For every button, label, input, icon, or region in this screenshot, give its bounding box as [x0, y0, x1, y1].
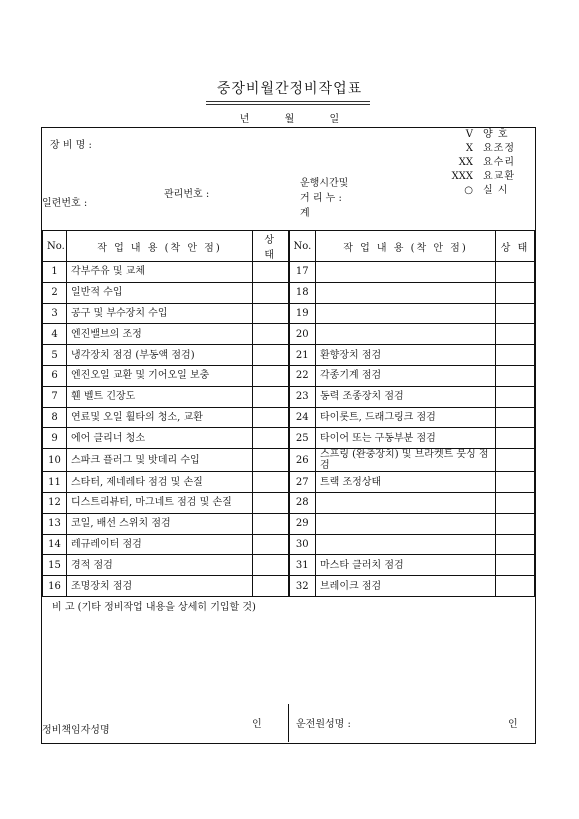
row-status-cell[interactable] [496, 262, 535, 283]
legend-label: 요수리 [483, 157, 515, 168]
table-row [43, 324, 535, 345]
row-no: 2 [43, 282, 67, 303]
row-task: 스파크 플러그 및 밧데리 수입 [67, 449, 253, 472]
table-row [43, 262, 535, 283]
row-task [316, 492, 496, 513]
row-task: 타이롯트, 드래그링크 점검 [316, 407, 496, 428]
row-no: 27 [289, 472, 316, 493]
row-task [316, 534, 496, 555]
table-row [43, 449, 535, 472]
table-row [43, 365, 535, 386]
signature-divider [288, 704, 289, 742]
row-task: 각종기계 점검 [316, 365, 496, 386]
row-task: 마스타 클러치 점검 [316, 555, 496, 576]
row-status-cell[interactable] [253, 365, 289, 386]
row-task [316, 262, 496, 283]
row-task: 엔진오일 교환 및 기어오일 보충 [67, 365, 253, 386]
row-no: 15 [43, 555, 67, 576]
row-no: 7 [43, 386, 67, 407]
legend-item [439, 128, 543, 142]
maintenance-lead-label: 정비책임자성명 [42, 725, 110, 736]
row-no: 1 [43, 262, 67, 283]
row-no: 17 [289, 262, 316, 283]
row-status-cell[interactable] [496, 472, 535, 493]
row-no: 30 [289, 534, 316, 555]
date-line [0, 110, 579, 125]
col-content-right: 작 업 내 용 (착 안 점) [316, 231, 496, 262]
row-no: 32 [289, 576, 316, 597]
row-no: 9 [43, 428, 67, 449]
row-no: 11 [43, 472, 67, 493]
serial-no-label: 일련번호 : [42, 198, 88, 209]
date-year: 년 [239, 114, 250, 125]
row-status-cell[interactable] [496, 345, 535, 366]
row-task [316, 513, 496, 534]
form-frame [41, 127, 536, 744]
row-task: 동력 조종장치 점검 [316, 386, 496, 407]
row-task: 트랙 조정상태 [316, 472, 496, 493]
row-no: 23 [289, 386, 316, 407]
row-status-cell[interactable] [496, 428, 535, 449]
row-status-cell[interactable] [253, 407, 289, 428]
row-status-cell[interactable] [496, 513, 535, 534]
legend-label: 요교환 [483, 171, 515, 182]
table-row [43, 428, 535, 449]
op-time-label-1: 운행시간및 [300, 178, 349, 189]
row-task [316, 282, 496, 303]
table-row [43, 303, 535, 324]
row-no: 20 [289, 324, 316, 345]
row-no: 24 [289, 407, 316, 428]
legend-symbol: X [465, 143, 473, 154]
legend-item [439, 170, 543, 184]
op-time-label-3: 계 [300, 208, 310, 219]
row-task: 휀 벨트 긴장도 [67, 386, 253, 407]
row-task: 경적 점검 [67, 555, 253, 576]
row-status-cell[interactable] [253, 513, 289, 534]
row-status-cell[interactable] [496, 407, 535, 428]
legend-label: 요조정 [483, 143, 515, 154]
row-no: 21 [289, 345, 316, 366]
row-task: 에어 클리너 청소 [67, 428, 253, 449]
row-task: 공구 및 부수장치 수입 [67, 303, 253, 324]
row-task: 브레이크 점검 [316, 576, 496, 597]
table-row [43, 492, 535, 513]
col-content-left: 작 업 내 용 (착 안 점) [67, 231, 253, 262]
row-task: 엔진밸브의 조정 [67, 324, 253, 345]
form-header [42, 128, 534, 230]
row-no: 29 [289, 513, 316, 534]
row-no: 8 [43, 407, 67, 428]
row-status-cell[interactable] [496, 365, 535, 386]
table-row [43, 386, 535, 407]
row-no: 31 [289, 555, 316, 576]
row-task: 조명장치 점검 [67, 576, 253, 597]
row-status-cell[interactable] [496, 449, 535, 472]
row-task: 레규레이터 점검 [67, 534, 253, 555]
row-status-cell[interactable] [253, 386, 289, 407]
row-task: 냉각장치 점검 (부동액 점검) [67, 345, 253, 366]
row-no: 4 [43, 324, 67, 345]
legend-item [439, 184, 543, 198]
table-row [43, 555, 535, 576]
remarks-label: 비 고 (기타 정비작업 내용을 상세히 기입할 것) [52, 602, 256, 613]
table-row [43, 513, 535, 534]
row-status-cell[interactable] [496, 282, 535, 303]
remarks-section [42, 594, 534, 742]
row-no: 16 [43, 576, 67, 597]
row-task: 스타터, 제네레타 점검 및 손질 [67, 472, 253, 493]
seal-right: 인 [508, 719, 518, 730]
driver-name-label: 운전원성명 : [296, 719, 351, 730]
legend-label: 양 호 [483, 129, 509, 140]
row-no: 3 [43, 303, 67, 324]
row-status-cell[interactable] [253, 449, 289, 472]
equipment-name-label: 장 비 명 : [50, 140, 92, 151]
row-no: 28 [289, 492, 316, 513]
legend-symbol: XX [458, 157, 473, 168]
legend-symbol: XXX [451, 171, 473, 182]
status-legend [439, 128, 543, 198]
row-status-cell[interactable] [253, 262, 289, 283]
row-no: 26 [289, 449, 316, 472]
row-task: 코일, 배선 스위치 점검 [67, 513, 253, 534]
col-status-right: 상 태 [496, 231, 535, 262]
row-status-cell[interactable] [253, 345, 289, 366]
row-status-cell[interactable] [496, 386, 535, 407]
row-task: 디스트리뷰터, 마그네트 점검 및 손질 [67, 492, 253, 513]
table-row [43, 534, 535, 555]
date-day: 일 [329, 114, 340, 125]
table-row [43, 407, 535, 428]
row-task: 각부주유 및 교체 [67, 262, 253, 283]
row-no: 25 [289, 428, 316, 449]
mgmt-no-label: 관리번호 : [164, 189, 210, 200]
row-task [316, 324, 496, 345]
row-no: 12 [43, 492, 67, 513]
table-row [43, 472, 535, 493]
row-task: 일반적 수입 [67, 282, 253, 303]
row-status-cell[interactable] [253, 534, 289, 555]
seal-left: 인 [252, 719, 262, 730]
row-no: 6 [43, 365, 67, 386]
row-no: 14 [43, 534, 67, 555]
row-status-cell[interactable] [496, 555, 535, 576]
row-status-cell[interactable] [253, 324, 289, 345]
legend-symbol: V [465, 129, 473, 140]
row-status-cell[interactable] [253, 472, 289, 493]
row-status-cell[interactable] [496, 492, 535, 513]
legend-item [439, 142, 543, 156]
row-status-cell[interactable] [496, 303, 535, 324]
row-task [316, 303, 496, 324]
col-no-left: No. [43, 231, 67, 262]
legend-label: 실 시 [483, 185, 509, 196]
row-task: 환향장치 점검 [316, 345, 496, 366]
row-no: 10 [43, 449, 67, 472]
row-no: 22 [289, 365, 316, 386]
col-status-left: 상 태 [253, 231, 289, 262]
row-no: 5 [43, 345, 67, 366]
table-row [43, 282, 535, 303]
legend-symbol: ○ [464, 185, 473, 196]
row-task: 스프링 (완충장치) 및 브라켓트 붓싱 점검 [316, 449, 496, 472]
page-title: 중장비월간정비작업표 [216, 81, 363, 97]
legend-item [439, 156, 543, 170]
table-row [43, 345, 535, 366]
table-header-row [43, 231, 535, 262]
row-status-cell[interactable] [496, 324, 535, 345]
row-status-cell[interactable] [253, 492, 289, 513]
row-task: 연료및 오일 휠타의 청소, 교환 [67, 407, 253, 428]
row-no: 13 [43, 513, 67, 534]
title-underline-2 [206, 104, 370, 105]
row-task: 타이어 또는 구동부분 점검 [316, 428, 496, 449]
row-no: 18 [289, 282, 316, 303]
op-time-label-2: 거 리 누 : [300, 193, 342, 204]
work-table [42, 230, 535, 597]
row-status-cell[interactable] [253, 555, 289, 576]
row-no: 19 [289, 303, 316, 324]
row-status-cell[interactable] [253, 428, 289, 449]
row-status-cell[interactable] [253, 282, 289, 303]
col-no-right: No. [289, 231, 316, 262]
row-status-cell[interactable] [496, 534, 535, 555]
title-underline [206, 101, 370, 102]
row-status-cell[interactable] [253, 303, 289, 324]
date-month: 월 [284, 114, 295, 125]
